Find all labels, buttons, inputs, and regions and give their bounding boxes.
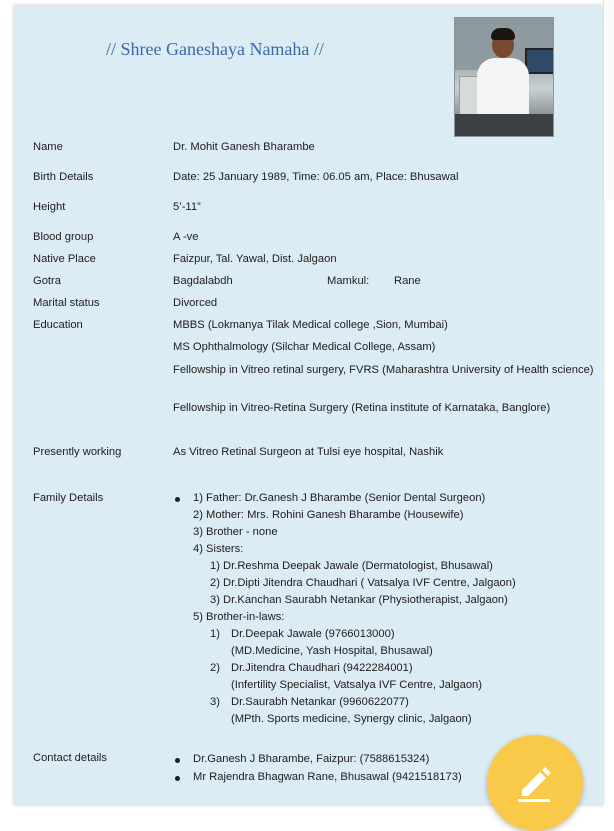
birth-label: Birth Details — [33, 171, 94, 183]
native-label: Native Place — [33, 253, 96, 265]
bil-number: 2) — [210, 662, 220, 674]
education-item: MBBS (Lokmanya Tilak Medical college ,Sion, Mumbai) — [173, 319, 448, 331]
bil-detail: (MPth. Sports medicine, Synergy clinic, Jalgaon) — [231, 713, 472, 725]
family-brother: 3) Brother - none — [193, 526, 278, 538]
bil-name: Dr.Saurabh Netankar (9960622077) — [231, 696, 409, 708]
bil-number: 1) — [210, 628, 220, 640]
education-label: Education — [33, 319, 83, 331]
height-value: 5’-11” — [173, 201, 201, 213]
family-bil-heading: 5) Brother-in-laws: — [193, 611, 285, 623]
bullet-icon — [175, 758, 180, 763]
sister-item: 1) Dr.Reshma Deepak Jawale (Dermatologist, Bhusawal) — [210, 560, 493, 572]
family-label: Family Details — [33, 492, 104, 504]
edit-pencil-icon — [514, 760, 554, 802]
sister-item: 2) Dr.Dipti Jitendra Chaudhari ( Vatsalya IVF Centre, Jalgaon) — [210, 577, 516, 589]
education-item: MS Ophthalmology (Silchar Medical College, Assam) — [173, 341, 436, 353]
marital-value: Divorced — [173, 297, 218, 309]
sister-item: 3) Dr.Kanchan Saurabh Netankar (Physiotherapist, Jalgaon) — [210, 594, 508, 606]
contact-label: Contact details — [33, 752, 108, 764]
gotra-value: Bagdalabdh — [173, 275, 233, 287]
education-item: Fellowship in Vitreo retinal surgery, FVRS (Maharashtra University of Health science) — [173, 364, 594, 376]
name-label: Name — [33, 141, 63, 153]
bil-detail: (MD.Medicine, Yash Hospital, Bhusawal) — [231, 645, 433, 657]
bil-name: Dr.Deepak Jawale (9766013000) — [231, 628, 395, 640]
family-father: 1) Father: Dr.Ganesh J Bharambe (Senior Dental Surgeon) — [193, 492, 486, 504]
bullet-icon — [175, 776, 180, 781]
working-value: As Vitreo Retinal Surgeon at Tulsi eye hospital, Nashik — [173, 446, 444, 458]
education-item: Fellowship in Vitreo-Retina Surgery (Retina institute of Karnataka, Banglore) — [173, 402, 551, 414]
bil-number: 3) — [210, 696, 220, 708]
bil-detail: (Infertility Specialist, Vatsalya IVF Centre, Jalgaon) — [231, 679, 482, 691]
mamkul-value: Rane — [394, 275, 421, 287]
bil-name: Dr.Jitendra Chaudhari (9422284001) — [231, 662, 413, 674]
gotra-label: Gotra — [33, 275, 61, 287]
marital-label: Marital status — [33, 297, 100, 309]
native-value: Faizpur, Tal. Yawal, Dist. Jalgaon — [173, 253, 337, 265]
blood-value: A -ve — [173, 231, 199, 243]
family-sisters-heading: 4) Sisters: — [193, 543, 244, 555]
birth-value: Date: 25 January 1989, Time: 06.05 am, Place: Bhusawal — [173, 171, 459, 183]
contact-item: Mr Rajendra Bhagwan Rane, Bhusawal (9421518173) — [193, 771, 462, 783]
family-mother: 2) Mother: Mrs. Rohini Ganesh Bharambe (Housewife) — [193, 509, 464, 521]
height-label: Height — [33, 201, 66, 213]
edit-fab-button[interactable] — [487, 735, 583, 831]
profile-photo — [454, 17, 554, 137]
contact-item: Dr.Ganesh J Bharambe, Faizpur: (7588615324) — [193, 753, 430, 765]
working-label: Presently working — [33, 446, 122, 458]
scrollbar[interactable] — [603, 0, 614, 200]
bullet-icon — [175, 497, 180, 502]
document-page — [14, 5, 603, 805]
blood-label: Blood group — [33, 231, 94, 243]
name-value: Dr. Mohit Ganesh Bharambe — [173, 141, 315, 153]
mamkul-label: Mamkul: — [327, 275, 370, 287]
page-title: // Shree Ganeshaya Namaha // — [106, 39, 324, 59]
